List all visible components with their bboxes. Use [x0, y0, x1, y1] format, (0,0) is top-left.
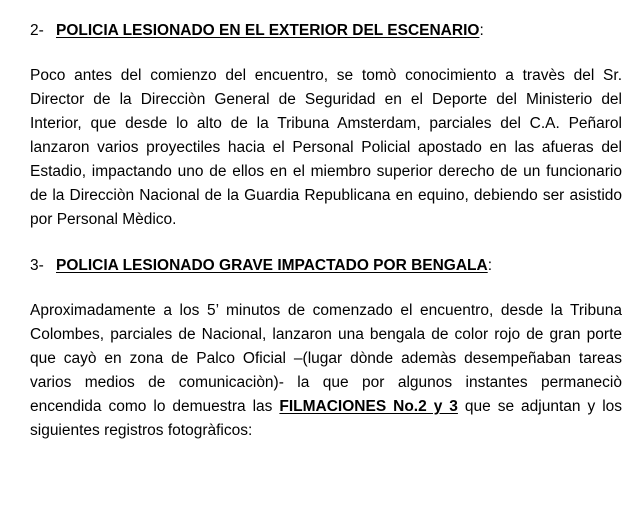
section-3-heading: [30, 255, 622, 277]
paragraph-line: Aproximadamente a los 5’ minutos de comenzado el encuentro, desde la Tribuna: [30, 302, 622, 319]
paragraph-line-with-emphasis: [30, 395, 622, 419]
section-2-paragraph: [30, 64, 622, 232]
section-2-title: POLICIA LESIONADO EN EL EXTERIOR DEL ESCENARIO: [56, 22, 480, 39]
paragraph-line: Poco antes del comienzo del encuentro, se tomò conocimiento a travès del Sr.: [30, 67, 622, 84]
paragraph-line: por Personal Mèdico.: [30, 211, 177, 228]
section-3-title-suffix: :: [487, 257, 493, 274]
paragraph-line: Colombes, parciales de Nacional, lanzaron una bengala de color rojo de gran porte: [30, 326, 622, 343]
emphasis-line-before: encendida como lo demuestra las: [30, 398, 280, 415]
paragraph-line: Estadio, impactando uno de ellos en el miembro superior derecho de un funcionario: [30, 163, 622, 180]
paragraph-line: de la Direcciòn Nacional de la Guardia Republicana en equino, debiendo ser asistido: [30, 187, 622, 204]
paragraph-line: siguientes registros fotogràficos:: [30, 422, 253, 439]
section-2-number: 2-: [30, 22, 44, 39]
section-3-number: 3-: [30, 257, 44, 274]
section-3-title: POLICIA LESIONADO GRAVE IMPACTADO POR BENGALA: [56, 257, 488, 274]
section-3-paragraph: [30, 299, 622, 443]
filmaciones-reference: FILMACIONES No.2 y 3: [279, 398, 458, 415]
emphasis-line-after: que se adjuntan y los: [457, 398, 623, 415]
paragraph-line: Director de la Direcciòn General de Seguridad en el Deporte del Ministerio del: [30, 91, 622, 108]
paragraph-line: lanzaron varios proyectiles hacia el Personal Policial apostado en las afueras del: [30, 139, 622, 156]
paragraph-line: que cayò en zona de Palco Oficial –(lugar dònde ademàs desempeñaban tareas: [30, 350, 622, 367]
section-2-title-suffix: :: [479, 22, 484, 39]
document-page: [30, 20, 622, 443]
section-2-heading: [30, 20, 622, 42]
paragraph-line: varios medios de comunicaciòn)- la que por algunos instantes permaneciò: [30, 374, 622, 391]
paragraph-line: Interior, que desde lo alto de la Tribuna Amsterdam, parciales del C.A. Peñarol: [30, 115, 622, 132]
